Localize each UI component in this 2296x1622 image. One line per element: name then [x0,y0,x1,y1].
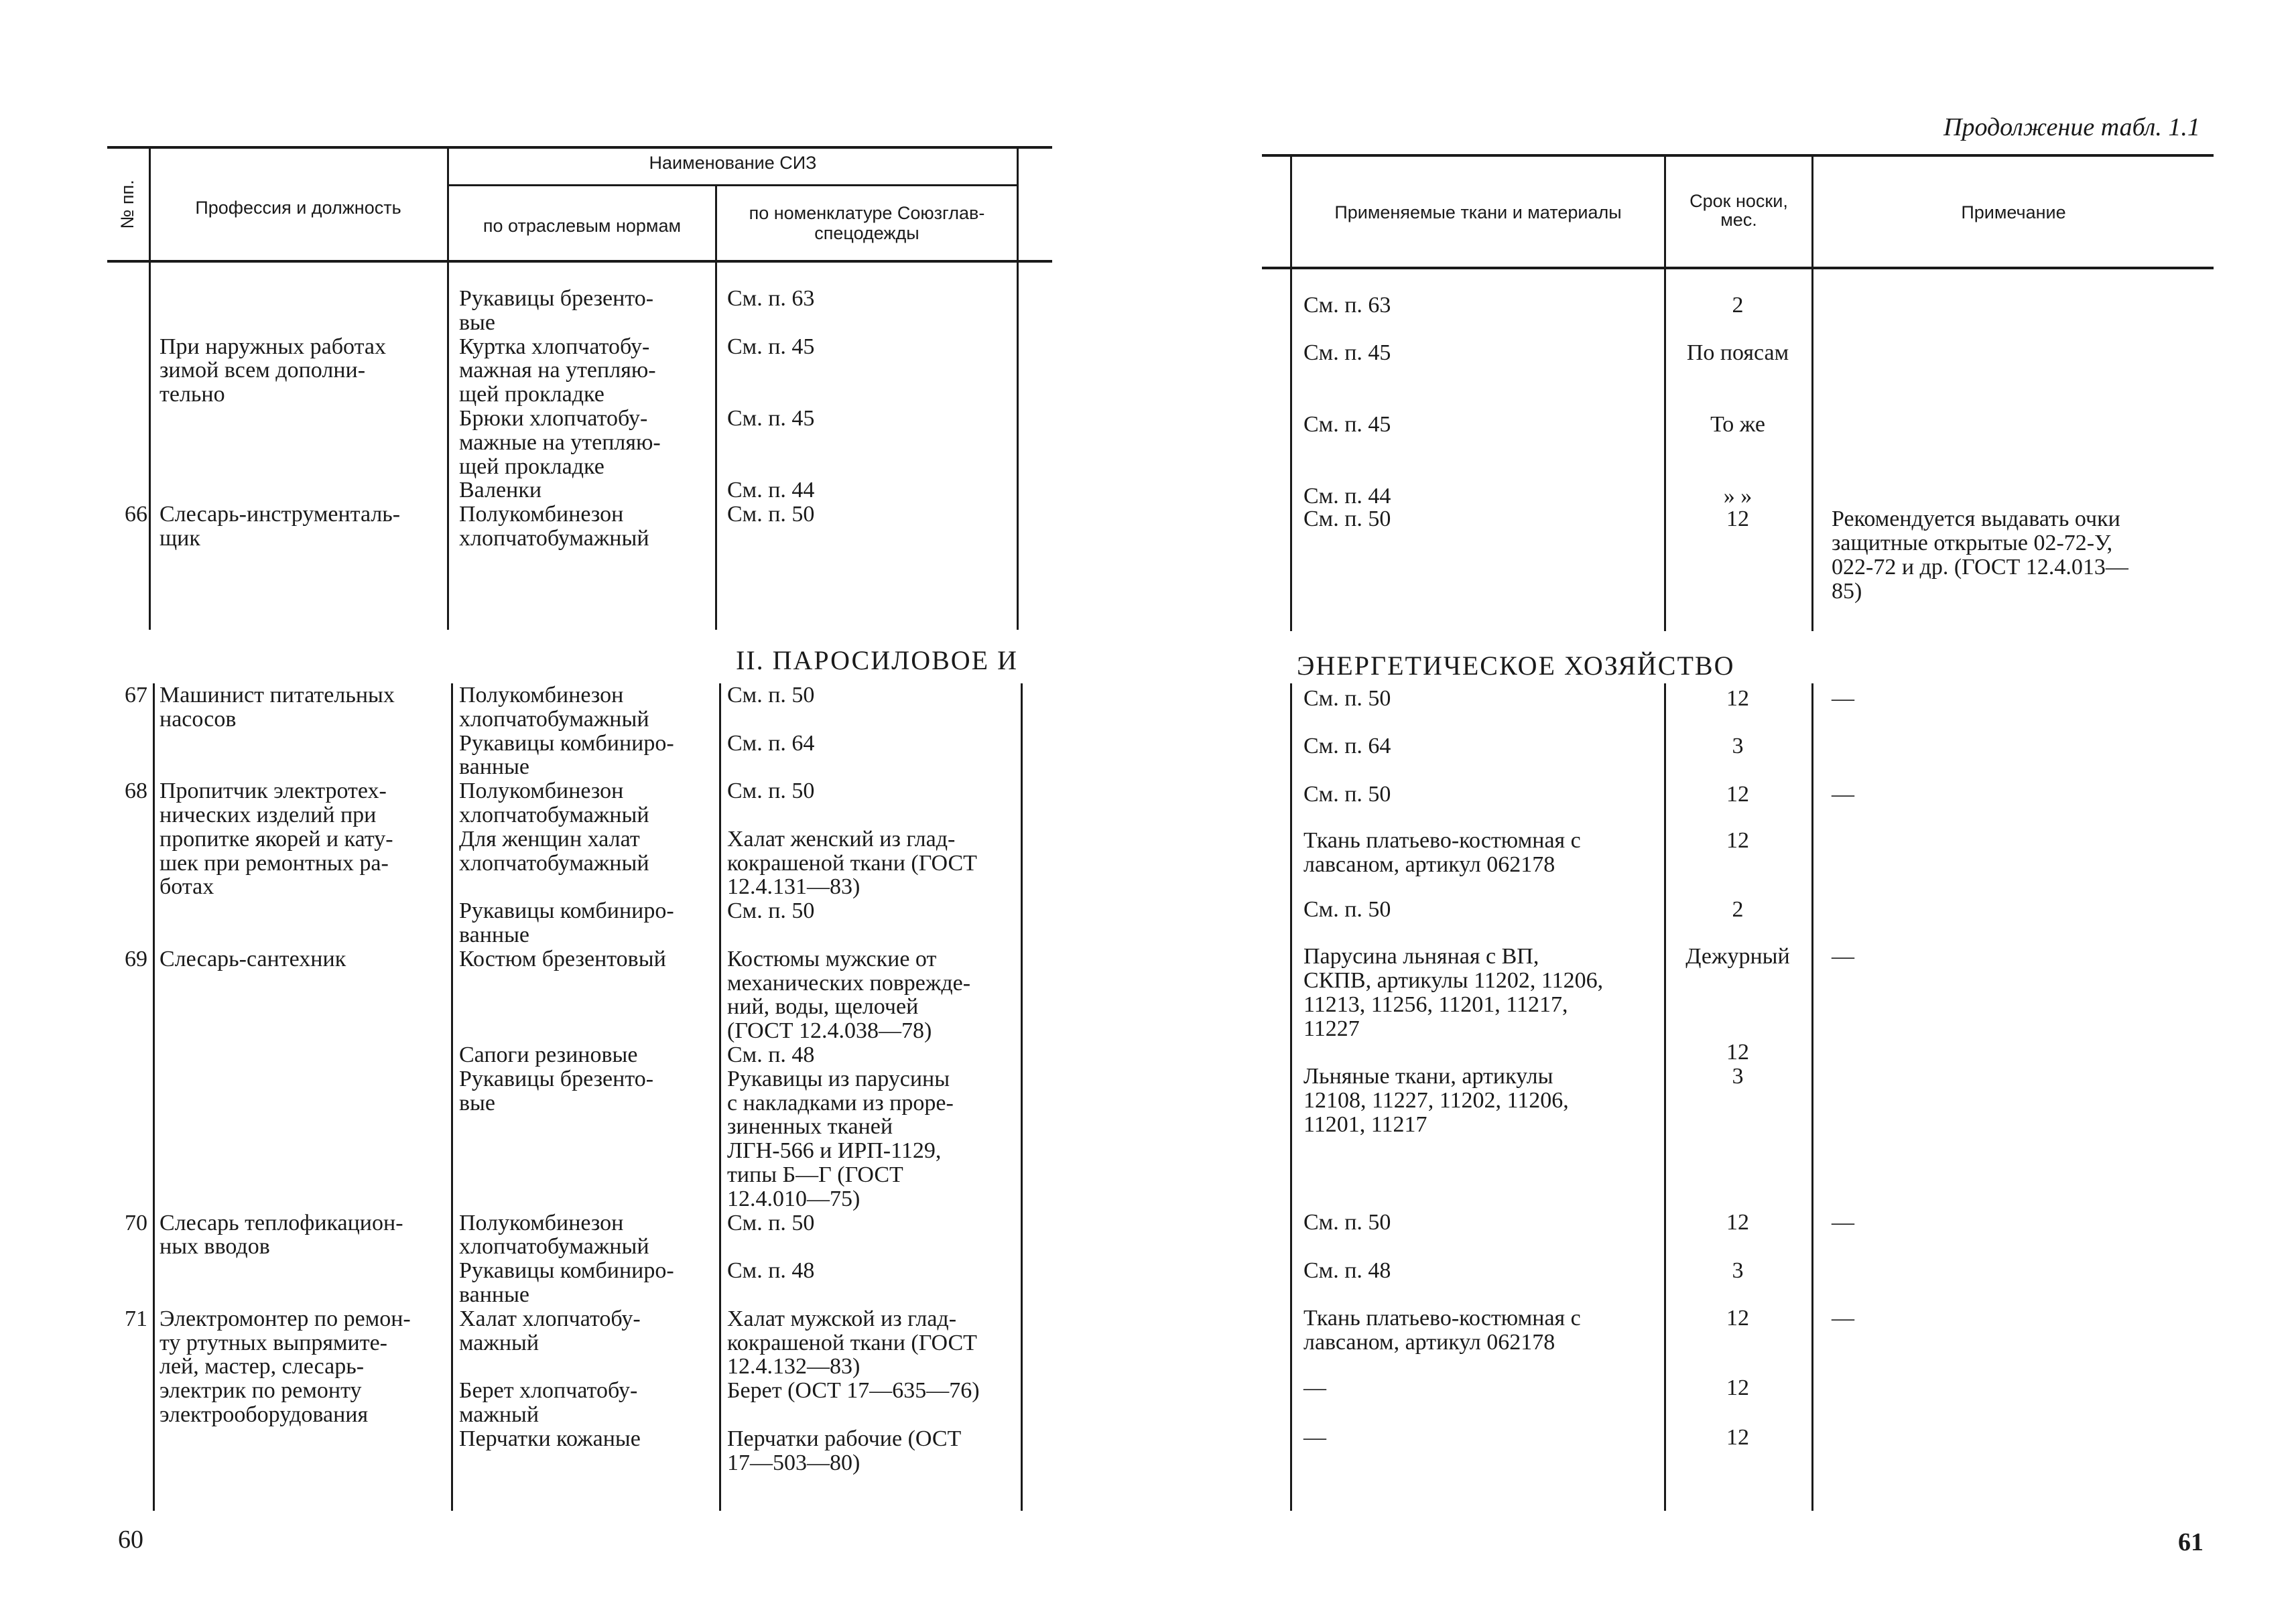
material-cell: См. п. 45 [1303,340,1391,365]
siz-industry-cell: хлопчатобумажный [459,803,649,827]
siz-industry-cell: Рукавицы комбиниро- [459,1258,674,1284]
r-body-rule-2b [1664,683,1666,1511]
material-cell: Льняные ткани, артикулы [1303,1064,1553,1089]
note-cell: 85) [1832,579,1862,604]
body-rule-4b [1021,683,1023,1511]
siz-industry-cell: Валенки [459,478,542,503]
note-cell: — [1832,782,1854,807]
profession-cell: шек при ремонтных ра- [160,850,389,876]
material-cell: — [1303,1425,1326,1450]
siz-nomenclature-cell: См. п. 48 [727,1042,815,1067]
material-cell: См. п. 50 [1303,897,1391,922]
profession-cell: щик [160,526,200,551]
material-cell: Ткань платьево-костюмная с [1303,828,1581,853]
term-cell: 3 [1732,734,1744,758]
header-siz: Наименование СИЗ [649,153,817,173]
body-rule-1b [153,683,155,1511]
section-heading-left: II. ПАРОСИЛОВОЕ И [736,645,1018,675]
material-cell: 12108, 11227, 11202, 11206, [1303,1088,1569,1113]
r-body-rule-3b [1811,683,1813,1511]
siz-nomenclature-cell: См. п. 50 [727,683,815,707]
profession-cell: электрик по ремонту [160,1378,362,1404]
term-cell: 12 [1726,506,1749,531]
siz-nomenclature-cell: См. п. 64 [727,730,815,756]
term-cell: 12 [1726,686,1749,711]
siz-industry-cell: вые [459,310,495,335]
note-cell: — [1832,1306,1854,1331]
siz-industry-cell: Для женщин халат [459,826,640,852]
profession-cell: Слесарь теплофикацион- [160,1210,403,1235]
siz-industry-cell: Рукавицы брезенто- [459,1066,654,1091]
siz-nomenclature-cell: Халат мужской из глад- [727,1306,957,1331]
header-profession: Профессия и должность [195,198,401,218]
siz-industry-cell: хлопчатобумажный [459,850,649,876]
profession-cell: зимой всем дополни- [160,358,366,383]
page-number-left: 60 [118,1526,143,1554]
row-number: 68 [125,779,147,804]
siz-nomenclature-cell: Берет (ОСТ 17—635—76) [727,1378,980,1404]
profession-cell: Слесарь-инструменталь- [160,502,401,527]
body-rule-1a [149,263,151,630]
siz-industry-cell: Рукавицы комбиниро- [459,898,674,924]
siz-industry-cell: хлопчатобумажный [459,706,649,732]
header-sub-rule [447,184,1017,186]
siz-industry-cell: Костюм брезентовый [459,946,666,971]
siz-nomenclature-cell: См. п. 50 [727,779,815,804]
material-cell: 11213, 11256, 11201, 11217, [1303,992,1568,1017]
profession-cell: При наружных работах [160,334,386,359]
profession-cell: ных вводов [160,1234,270,1260]
siz-nomenclature-cell: См. п. 44 [727,478,815,503]
material-cell: лавсаном, артикул 062178 [1303,1330,1555,1355]
profession-cell: Машинист питательных [160,683,395,707]
profession-cell: пропитке якорей и кату- [160,826,393,852]
siz-industry-cell: мажные на утепляю- [459,429,661,455]
siz-industry-cell: Сапоги резиновые [459,1042,638,1067]
siz-nomenclature-cell: 17—503—80) [727,1450,860,1475]
body-rule-4a [1017,263,1019,630]
siz-industry-cell: Рукавицы комбиниро- [459,730,674,756]
siz-nomenclature-cell: ЛГН-566 и ИРП-1129, [727,1138,942,1164]
profession-cell: ту ртутных выпрямите- [160,1330,387,1355]
siz-industry-cell: Берет хлопчатобу- [459,1378,638,1404]
header-by-nomenclature-2: спецодежды [814,223,919,243]
header-by-industry: по отраслевым нормам [483,216,682,236]
siz-nomenclature-cell: 12.4.131—83) [727,874,860,900]
term-cell: 3 [1732,1064,1744,1089]
table-top-rule [107,146,1052,149]
term-cell: 12 [1726,1210,1749,1235]
material-cell: СКПВ, артикулы 11202, 11206, [1303,968,1604,993]
siz-nomenclature-cell: с накладками из проре- [727,1090,954,1116]
material-cell: 11201, 11217 [1303,1112,1427,1137]
material-cell: См. п. 63 [1303,293,1391,318]
profession-cell: электрооборудования [160,1402,369,1427]
term-cell: По поясам [1686,340,1789,365]
table-continuation-caption: Продолжение табл. 1.1 [1943,113,2200,141]
body-rule-2a [447,263,449,630]
siz-industry-cell: хлопчатобумажный [459,526,649,551]
header-bottom-rule [107,260,1052,263]
siz-nomenclature-cell: ний, воды, щелочей [727,994,919,1020]
siz-nomenclature-cell: См. п. 45 [727,406,815,431]
profession-cell: тельно [160,382,225,407]
siz-industry-cell: щей прокладке [459,454,604,479]
note-cell: — [1832,1210,1854,1235]
siz-nomenclature-cell: Рукавицы из парусины [727,1066,950,1091]
row-number: 66 [125,502,147,527]
profession-cell: ботах [160,874,214,900]
siz-nomenclature-cell: кокрашеной ткани (ГОСТ [727,850,977,876]
profession-cell: лей, мастер, слесарь- [160,1354,365,1379]
material-cell: лавсаном, артикул 062178 [1303,852,1555,877]
material-cell: См. п. 45 [1303,412,1391,437]
col-rule-4 [1017,147,1019,261]
siz-industry-cell: вые [459,1090,495,1116]
material-cell: Ткань платьево-костюмная с [1303,1306,1581,1331]
profession-cell: Пропитчик электротех- [160,779,387,804]
term-cell: То же [1710,412,1765,437]
siz-industry-cell: Брюки хлопчатобу- [459,406,648,431]
siz-industry-cell: Полукомбинезон [459,502,624,527]
r-body-rule-1b [1290,683,1292,1511]
siz-nomenclature-cell: См. п. 50 [727,1210,815,1235]
body-rule-3b [719,683,721,1511]
siz-nomenclature-cell: (ГОСТ 12.4.038—78) [727,1018,932,1044]
header-note: Примечание [1961,202,2066,222]
siz-industry-cell: ванные [459,1282,530,1307]
profession-cell: Электромонтер по ремон- [160,1306,411,1331]
term-cell: 12 [1726,1040,1749,1065]
term-cell: 2 [1732,897,1744,922]
siz-nomenclature-cell: 12.4.010—75) [727,1186,860,1211]
row-number: 67 [125,683,147,707]
siz-nomenclature-cell: типы Б—Г (ГОСТ [727,1162,903,1187]
siz-nomenclature-cell: Халат женский из глад- [727,826,956,852]
siz-nomenclature-cell: См. п. 50 [727,502,815,527]
header-term-1: Срок носки, [1689,191,1788,211]
siz-industry-cell: Халат хлопчатобу- [459,1306,641,1331]
siz-industry-cell: ванные [459,754,530,780]
term-cell: Дежурный [1685,944,1790,969]
body-rule-2b [451,683,453,1511]
header-term-2: мес. [1720,210,1757,230]
term-cell: 12 [1726,1425,1749,1450]
material-cell: См. п. 44 [1303,484,1391,509]
section-heading-right: ЭНЕРГЕТИЧЕСКОЕ ХОЗЯЙСТВО [1297,651,1735,681]
note-cell: Рекомендуется выдавать очки [1832,506,2120,531]
siz-industry-cell: Полукомбинезон [459,683,624,707]
siz-nomenclature-cell: зиненных тканей [727,1114,893,1140]
material-cell: См. п. 50 [1303,782,1391,807]
r-body-rule-3a [1811,269,1813,631]
siz-industry-cell: Полукомбинезон [459,779,624,804]
siz-industry-cell: мажный [459,1330,539,1355]
header-number: № пп. [117,180,137,229]
header-materials: Применяемые ткани и материалы [1334,202,1622,222]
term-cell: 12 [1726,782,1749,807]
term-cell: 2 [1732,293,1744,318]
material-cell: См. п. 50 [1303,1210,1391,1235]
material-cell: — [1303,1375,1326,1400]
siz-nomenclature-cell: См. п. 63 [727,286,815,311]
siz-nomenclature-cell: См. п. 45 [727,334,815,359]
siz-industry-cell: мажная на утепляю- [459,358,656,383]
material-cell: См. п. 50 [1303,686,1391,711]
row-number: 71 [125,1306,147,1331]
r-body-rule-2a [1664,269,1666,631]
header-by-nomenclature-1: по номенклатуре Союзглав- [749,203,985,223]
siz-nomenclature-cell: Перчатки рабочие (ОСТ [727,1426,962,1451]
siz-industry-cell: Перчатки кожаные [459,1426,641,1451]
note-cell: — [1832,686,1854,711]
material-cell: См. п. 48 [1303,1258,1391,1283]
siz-nomenclature-cell: См. п. 48 [727,1258,815,1284]
material-cell: См. п. 50 [1303,506,1391,531]
profession-cell: насосов [160,706,237,732]
row-number: 69 [125,946,147,971]
term-cell: 12 [1726,1375,1749,1400]
siz-nomenclature-cell: См. п. 50 [727,898,815,924]
note-cell: защитные открытые 02-72-У, [1832,531,2113,555]
body-rule-3a [715,263,717,630]
siz-industry-cell: щей прокладке [459,382,604,407]
siz-industry-cell: хлопчатобумажный [459,1234,649,1260]
material-cell: См. п. 64 [1303,734,1391,758]
header-bottom-rule-right [1262,267,2214,269]
siz-industry-cell: Куртка хлопчатобу- [459,334,650,359]
siz-industry-cell: ванные [459,923,530,947]
profession-cell: нических изделий при [160,803,377,827]
siz-industry-cell: мажный [459,1402,539,1427]
term-cell: 12 [1726,1306,1749,1331]
siz-nomenclature-cell: механических поврежде- [727,970,971,996]
term-cell: 3 [1732,1258,1744,1283]
siz-industry-cell: Рукавицы брезенто- [459,286,654,311]
note-cell: 022-72 и др. (ГОСТ 12.4.013— [1832,555,2128,580]
material-cell: 11227 [1303,1016,1360,1041]
page-number-right: 61 [2178,1528,2204,1556]
siz-nomenclature-cell: кокрашеной ткани (ГОСТ [727,1330,977,1355]
material-cell: Парусина льняная с ВП, [1303,944,1539,969]
r-body-rule-1a [1290,269,1292,631]
table-top-rule-right [1262,154,2214,157]
profession-cell: Слесарь-сантехник [160,946,346,971]
siz-nomenclature-cell: Костюмы мужские от [727,946,937,971]
row-number: 70 [125,1210,147,1235]
term-cell: 12 [1726,828,1749,853]
siz-industry-cell: Полукомбинезон [459,1210,624,1235]
note-cell: — [1832,944,1854,969]
siz-nomenclature-cell: 12.4.132—83) [727,1354,860,1379]
term-cell: » » [1723,484,1752,509]
right-page [1148,0,2296,1622]
